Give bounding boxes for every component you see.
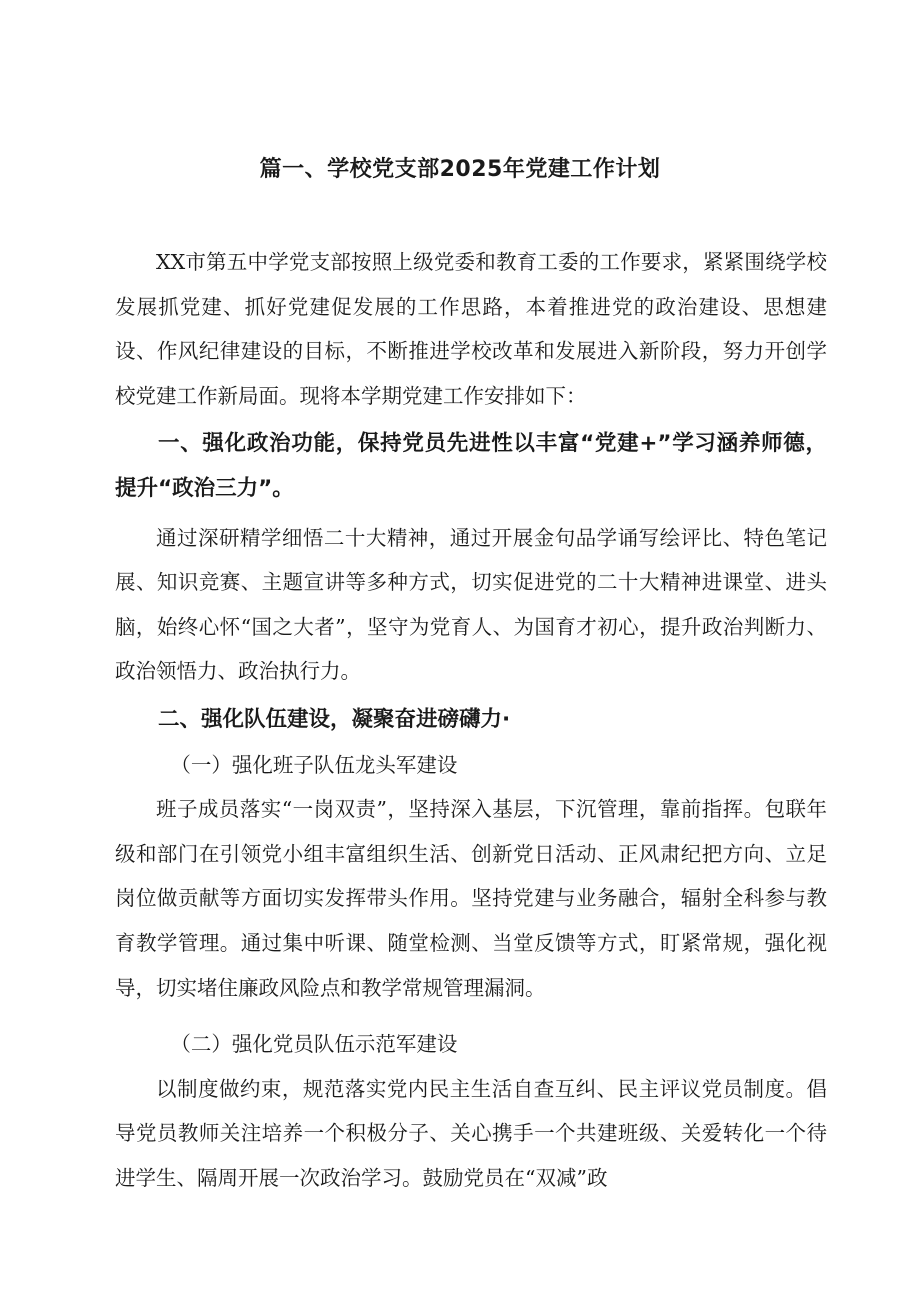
subsection-2-heading: （二）强化党员队伍示范军建设 <box>170 1032 458 1057</box>
subsection-1-paragraph: 班子成员落实“一岗双责”，坚持深入基层，下沉管理，靠前指挥。包联年级和部门在引领党小组丰富组织生活、创新党日活动、正风肃纪把方向、立足岗位做贡献等方面切实发挥带头作用。坚持党建与业务融合，辐射全科参与教育教学管理。通过集中听课、随堂检测、当堂反馈等方式，盯紧常规，强化视导，切实堵住廉政风险点和教学常规管理漏洞。 <box>115 797 827 1000</box>
document-title: 篇一、学校党支部2025年党建工作计划 <box>259 157 661 182</box>
subsection-2-paragraph: 以制度做约束，规范落实党内民主生活自查互纠、民主评议党员制度。倡导党员教师关注培养一个积极分子、关心携手一个共建班级、关爱转化一个待进学生、隔周开展一次政治学习。鼓励党员在“双减”政 <box>115 1076 827 1190</box>
document-body <box>115 240 827 1200</box>
subsection-1-heading: （一）强化班子队伍龙头军建设 <box>170 752 458 777</box>
section-1-heading: 一、强化政治功能，保持党员先进性以丰富“党建+”学习涵养师德，提升“政治三力”。 <box>115 431 827 501</box>
section-2-heading: 二、强化队伍建设，凝聚奋进磅礴力· <box>158 706 511 732</box>
intro-paragraph: XX市第五中学党支部按照上级党委和教育工委的工作要求，紧紧围绕学校发展抓党建、抓好党建促发展的工作思路，本着推进党的政治建设、思想建设、作风纪律建设的目标，不断推进学校改革和发展进入新阶段，努力开创学校党建工作新局面。现将本学期党建工作安排如下： <box>115 250 827 408</box>
section-1-paragraph: 通过深研精学细悟二十大精神，通过开展金句品学诵写绘评比、特色笔记展、知识竞赛、主题宣讲等多种方式，切实促进党的二十大精神进课堂、进头脑，始终心怀“国之大者”，坚守为党育人、为国育才初心，提升政治判断力、政治领悟力、政治执行力。 <box>115 525 827 684</box>
